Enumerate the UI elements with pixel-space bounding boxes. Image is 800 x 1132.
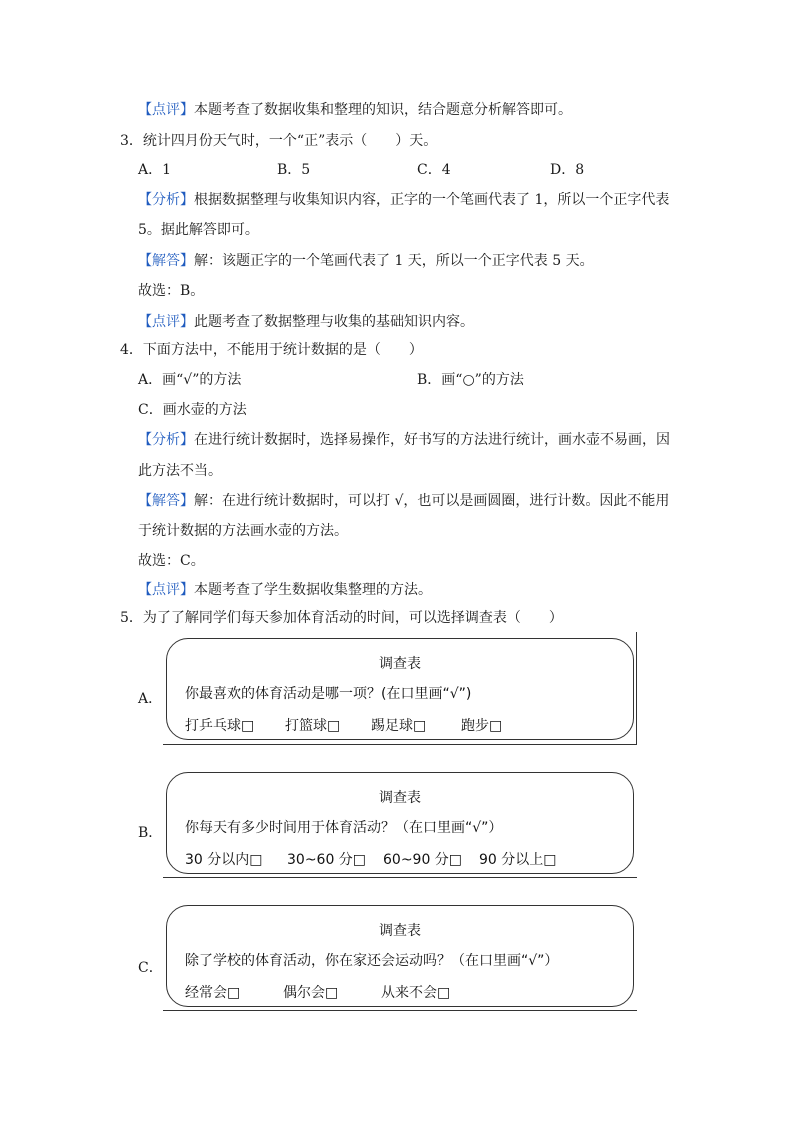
survey-card-c [166, 905, 634, 1007]
image-border [636, 632, 637, 744]
q2-comment [138, 100, 572, 120]
question-3-stem: 3．统计四月份天气时，一个“正”表示（ ）天。 [120, 133, 438, 149]
survey-choice: 打篮球□ [285, 718, 341, 734]
comment-tag: 【点评】 [138, 582, 194, 598]
q3-option-c: C．4 [417, 162, 451, 178]
survey-choices [185, 715, 502, 735]
survey-choice: 跑步□ [461, 718, 503, 734]
q3-option-d: D．8 [550, 162, 585, 178]
q4-comment [138, 580, 432, 600]
q4-option-c: C．画水壶的方法 [138, 402, 247, 418]
survey-question: 你最喜欢的体育活动是哪一项？(在口里画“√”) [185, 686, 472, 702]
q3-analysis [138, 190, 669, 210]
q3-option-b: B．5 [277, 162, 311, 178]
comment-text: 本题考查了数据收集和整理的知识，结合题意分析解答即可。 [194, 102, 572, 118]
survey-title: 调查表 [379, 790, 421, 806]
survey-choice: 60~90 分□ [383, 852, 463, 868]
image-border [163, 744, 637, 745]
answer-tag: 【解答】 [138, 493, 194, 509]
question-4-stem: 4．下面方法中，不能用于统计数据的是（ ） [120, 342, 423, 358]
survey-choice: 打乒乓球□ [185, 718, 255, 734]
survey-choice: 踢足球□ [371, 718, 427, 734]
analysis-tag: 【分析】 [138, 192, 194, 208]
question-5-stem: 5．为了了解同学们每天参加体育活动的时间，可以选择调查表（ ） [120, 610, 563, 626]
q4-analysis [138, 430, 670, 450]
survey-choice: 偶尔会□ [283, 985, 339, 1001]
survey-title: 调查表 [379, 923, 421, 939]
answer-text: 解：在进行统计数据时，可以打 √，也可以是画圆圈，进行计数。因此不能用 [194, 493, 670, 509]
q5-option-a-label: A． [138, 691, 163, 707]
q5-option-b-label: B． [138, 825, 163, 841]
survey-choice: 90 分以上□ [479, 852, 557, 868]
survey-choice: 经常会□ [185, 985, 241, 1001]
image-border [163, 1010, 637, 1011]
survey-question: 你每天有多少时间用于体育活动？（在口里画“√”） [185, 820, 503, 836]
image-border [163, 877, 637, 878]
q5-option-c-label: C． [138, 960, 163, 976]
q3-choice: 故选：B。 [138, 283, 205, 299]
comment-text: 此题考查了数据整理与收集的基础知识内容。 [194, 314, 474, 330]
comment-tag: 【点评】 [138, 314, 194, 330]
analysis-text: 根据数据整理与收集知识内容，正字的一个笔画代表了 1，所以一个正字代表 [194, 192, 670, 208]
survey-choices [185, 849, 557, 869]
answer-text: 解：该题正字的一个笔画代表了 1 天，所以一个正字代表 5 天。 [194, 253, 594, 269]
comment-text: 本题考查了学生数据收集整理的方法。 [194, 582, 432, 598]
q4-option-b: B．画“○”的方法 [417, 372, 524, 388]
q4-option-a: A．画“√”的方法 [138, 372, 242, 388]
q3-analysis-cont: 5。据此解答即可。 [138, 222, 259, 238]
comment-tag: 【点评】 [138, 102, 194, 118]
q4-answer [138, 491, 669, 511]
q3-comment [138, 312, 474, 332]
q3-option-a: A．1 [138, 162, 172, 178]
survey-card-a [166, 638, 634, 740]
survey-choice: 从来不会□ [381, 985, 451, 1001]
survey-choice: 30~60 分□ [287, 852, 367, 868]
q4-choice: 故选：C。 [138, 553, 205, 569]
survey-choice: 30 分以内□ [185, 852, 263, 868]
answer-tag: 【解答】 [138, 253, 194, 269]
survey-card-b [166, 772, 634, 874]
analysis-text: 在进行统计数据时，选择易操作，好书写的方法进行统计，画水壶不易画，因 [194, 432, 670, 448]
q3-answer [138, 251, 594, 271]
survey-title: 调查表 [379, 656, 421, 672]
survey-choices [185, 982, 450, 1002]
survey-question: 除了学校的体育活动，你在家还会运动吗？（在口里画“√”） [185, 953, 559, 969]
q4-analysis-cont: 此方法不当。 [138, 463, 222, 479]
q4-answer-cont: 于统计数据的方法画水壶的方法。 [138, 523, 348, 539]
analysis-tag: 【分析】 [138, 432, 194, 448]
